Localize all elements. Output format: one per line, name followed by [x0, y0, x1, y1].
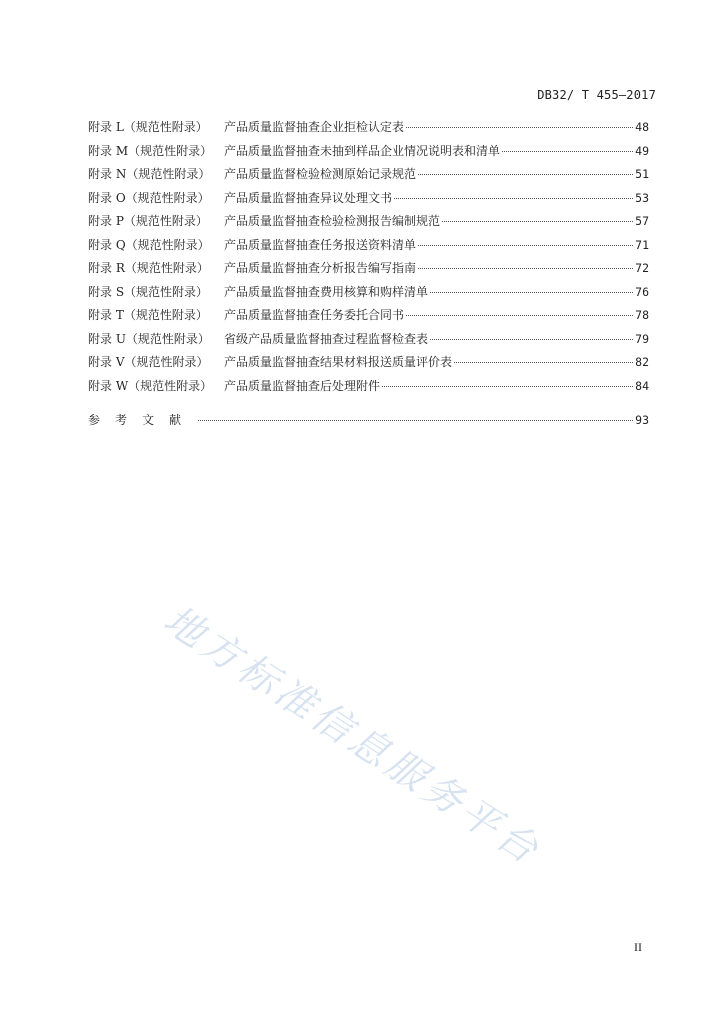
toc-entry[interactable] — [88, 234, 649, 258]
toc-entry[interactable] — [88, 257, 649, 281]
toc-entry-page: 72 — [635, 261, 649, 275]
watermark-text: 地方标准信息服务平台 — [155, 597, 550, 875]
toc-entry-page: 79 — [635, 331, 649, 346]
toc-entry[interactable] — [88, 328, 649, 352]
toc-entry-title: 产品质量监督检验检测原始记录规范 — [224, 167, 417, 181]
toc-leader-dots — [454, 361, 633, 363]
toc-entry[interactable] — [88, 304, 649, 328]
toc-entry-title: 产品质量监督抽查任务报送资料清单 — [224, 237, 417, 252]
toc-entry-page: 84 — [635, 378, 649, 393]
toc-entry-label: 附录 P（规范性附录） — [88, 214, 208, 228]
toc-entry-page: 57 — [635, 214, 649, 228]
references-label: 参考文献 — [88, 413, 197, 427]
toc-entry[interactable] — [88, 375, 649, 399]
toc-leader-dots — [418, 267, 633, 269]
toc-entry-title: 产品质量监督抽查异议处理文书 — [224, 190, 393, 205]
toc-leader-dots — [430, 291, 633, 293]
references-page: 93 — [635, 413, 649, 427]
toc-entry-label: 附录 W（规范性附录） — [88, 378, 213, 393]
toc-entry-label: 附录 O（规范性附录） — [88, 190, 210, 205]
toc-entry-label: 附录 T（规范性附录） — [88, 308, 208, 322]
table-of-contents — [88, 116, 649, 433]
toc-entry-title: 产品质量监督抽查费用核算和购样清单 — [224, 284, 429, 299]
toc-leader-dots — [406, 126, 633, 128]
footer-page-number: II — [634, 940, 642, 954]
toc-entry-title: 产品质量监督抽查结果材料报送质量评价表 — [224, 355, 453, 369]
standard-code: DB32/ T 455—2017 — [537, 88, 656, 102]
toc-leader-dots — [382, 385, 633, 387]
toc-entry-label: 附录 S（规范性附录） — [88, 284, 209, 299]
toc-entry-label: 附录 L（规范性附录） — [88, 120, 208, 134]
toc-entry-title: 产品质量监督抽查后处理附件 — [224, 378, 381, 393]
toc-entry-page: 78 — [635, 308, 649, 322]
toc-entry-page: 53 — [635, 190, 649, 205]
toc-entry[interactable] — [88, 351, 649, 375]
toc-entry-page: 82 — [635, 355, 649, 369]
toc-entry[interactable] — [88, 187, 649, 211]
toc-entry-title: 产品质量监督抽查任务委托合同书 — [224, 308, 405, 322]
toc-entry[interactable] — [88, 163, 649, 187]
toc-entry-label: 附录 M（规范性附录） — [88, 143, 213, 158]
toc-leader-dots — [502, 150, 633, 152]
toc-entry[interactable] — [88, 116, 649, 140]
toc-leader-dots — [394, 197, 633, 199]
toc-entry-page: 71 — [635, 237, 649, 252]
toc-entry-title: 产品质量监督抽查未抽到样品企业情况说明表和清单 — [224, 143, 501, 158]
toc-references-entry[interactable] — [88, 409, 649, 433]
toc-entry-label: 附录 R（规范性附录） — [88, 261, 209, 275]
toc-leader-dots — [198, 419, 633, 421]
toc-entry-page: 51 — [635, 167, 649, 181]
toc-entry[interactable] — [88, 281, 649, 305]
toc-leader-dots — [430, 338, 633, 340]
toc-entry-label: 附录 V（规范性附录） — [88, 355, 209, 369]
toc-entry-label: 附录 Q（规范性附录） — [88, 237, 210, 252]
toc-entry-title: 产品质量监督抽查检验检测报告编制规范 — [224, 214, 441, 228]
toc-entry[interactable] — [88, 210, 649, 234]
toc-entry-page: 48 — [635, 120, 649, 134]
toc-leader-dots — [442, 220, 633, 222]
toc-entry-label: 附录 N（规范性附录） — [88, 167, 211, 181]
toc-entry-title: 产品质量监督抽查企业拒检认定表 — [224, 120, 405, 134]
toc-leader-dots — [418, 173, 633, 175]
toc-entry-label: 附录 U（规范性附录） — [88, 331, 210, 346]
toc-entry-title: 产品质量监督抽查分析报告编写指南 — [224, 261, 417, 275]
toc-entry-page: 49 — [635, 143, 649, 158]
toc-entry-page: 76 — [635, 284, 649, 299]
toc-entry[interactable] — [88, 140, 649, 164]
toc-leader-dots — [406, 314, 633, 316]
toc-leader-dots — [418, 244, 633, 246]
toc-entry-title: 省级产品质量监督抽查过程监督检查表 — [224, 331, 429, 346]
